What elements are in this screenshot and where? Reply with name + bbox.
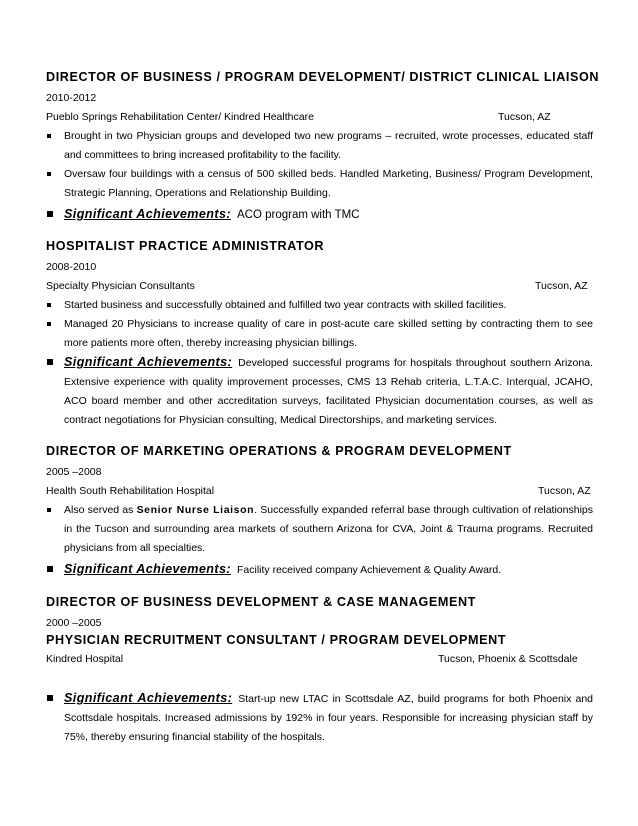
job-entry [46,595,593,747]
achievement-label: Significant Achievements: [64,207,231,221]
job-bullets [46,296,593,430]
job-org: Pueblo Springs Rehabilitation Center/ Kindred Healthcare [46,111,314,123]
job-dates: 2000 –2005 [46,617,102,629]
job-dates: 2010-2012 [46,92,97,104]
bullet-square-icon [47,566,53,572]
achievement-label: Significant Achievements: [64,691,233,705]
job-dates: 2008-2010 [46,261,97,273]
job-bullets [46,689,593,747]
list-item: Started business and successfully obtained and fulfilled two year contracts with skilled facilities. [46,296,593,315]
bullet-square-icon [47,322,51,326]
achievement-text: ACO program with TMC [237,209,360,221]
bullet-square-icon [47,508,51,512]
achievement-label: Significant Achievements: [64,562,231,576]
bullet-square-icon [47,134,51,138]
job-org-row [46,650,593,669]
job-bullets [46,127,593,225]
bullet-square-icon [47,695,53,701]
achievement-item [46,205,593,225]
job-dates: 2005 –2008 [46,466,102,478]
job-org-row [46,277,593,296]
list-item: Brought in two Physician groups and developed two new programs – recruited, wrote processes, educated staff and committees to bring increased profitability to the facility. [46,127,593,165]
job-location: Tucson, AZ [498,111,551,123]
bullet-square-icon [47,172,51,176]
list-item: Oversaw four buildings with a census of 500 skilled beds. Handled Marketing, Business/ Program Development, Strategic Planning, Operations and Relationship Building. [46,165,593,203]
job-title: DIRECTOR OF MARKETING OPERATIONS & PROGRAM DEVELOPMENT [46,444,512,458]
achievement-text: Developed successful programs for hospitals throughout southern Arizona. Extensive experience with quality improvement processes, CMS 13 Rehab criteria, L.T.A.C. Interqual, JCAHO, ACO board member and other accreditation surveys, facilitated Physician documentation courses, as well as contract negotiations for Physician consulting, Medical Directorships, and marketing services. [64,357,593,426]
job-org-row [46,482,593,501]
achievement-item [46,689,593,747]
achievement-item [46,353,593,430]
job-title: DIRECTOR OF BUSINESS DEVELOPMENT & CASE MANAGEMENT [46,595,476,609]
achievement-label: Significant Achievements: [64,355,233,369]
job-entry [46,239,593,430]
job-org-row [46,108,593,127]
list-item: Managed 20 Physicians to increase quality of care in post-acute care skilled setting by contracting them to see more patients more often, thereby increasing physician billings. [46,315,593,353]
job-location: Tucson, AZ [538,485,591,497]
job-title: HOSPITALIST PRACTICE ADMINISTRATOR [46,239,325,253]
bullet-square-icon [47,359,53,365]
achievement-text: Facility received company Achievement & Quality Award. [237,564,502,576]
job-org: Specialty Physician Consultants [46,280,195,292]
job-location: Tucson, AZ [535,280,588,292]
bullet-square-icon [47,211,53,217]
job-bullets [46,501,593,580]
list-item: Also served as Senior Nurse Liaison. Successfully expanded referral base through cultivation of relationships in the Tucson and surrounding area markets of southern Arizona for CVA, Joint & Trauma programs. Recruited physicians from all specialties. [46,501,593,558]
job-org: Health South Rehabilitation Hospital [46,485,215,497]
job-org: Kindred Hospital [46,653,124,665]
job-location: Tucson, Phoenix & Scottsdale [438,653,578,665]
achievement-item [46,560,593,580]
bullet-square-icon [47,303,51,307]
job-entry [46,444,593,580]
achievement-text: Start-up new LTAC in Scottsdale AZ, build programs for both Phoenix and Scottsdale hospitals. Increased admissions by 192% in four years. Responsible for increasing physician staff by 75%, thereby ensuring financial stability of the hospitals. [64,693,594,743]
job-title-secondary: PHYSICIAN RECRUITMENT CONSULTANT / PROGRAM DEVELOPMENT [46,633,507,647]
job-title: DIRECTOR OF BUSINESS / PROGRAM DEVELOPMENT/ DISTRICT CLINICAL LIAISON [46,70,600,84]
job-entry [46,70,600,225]
